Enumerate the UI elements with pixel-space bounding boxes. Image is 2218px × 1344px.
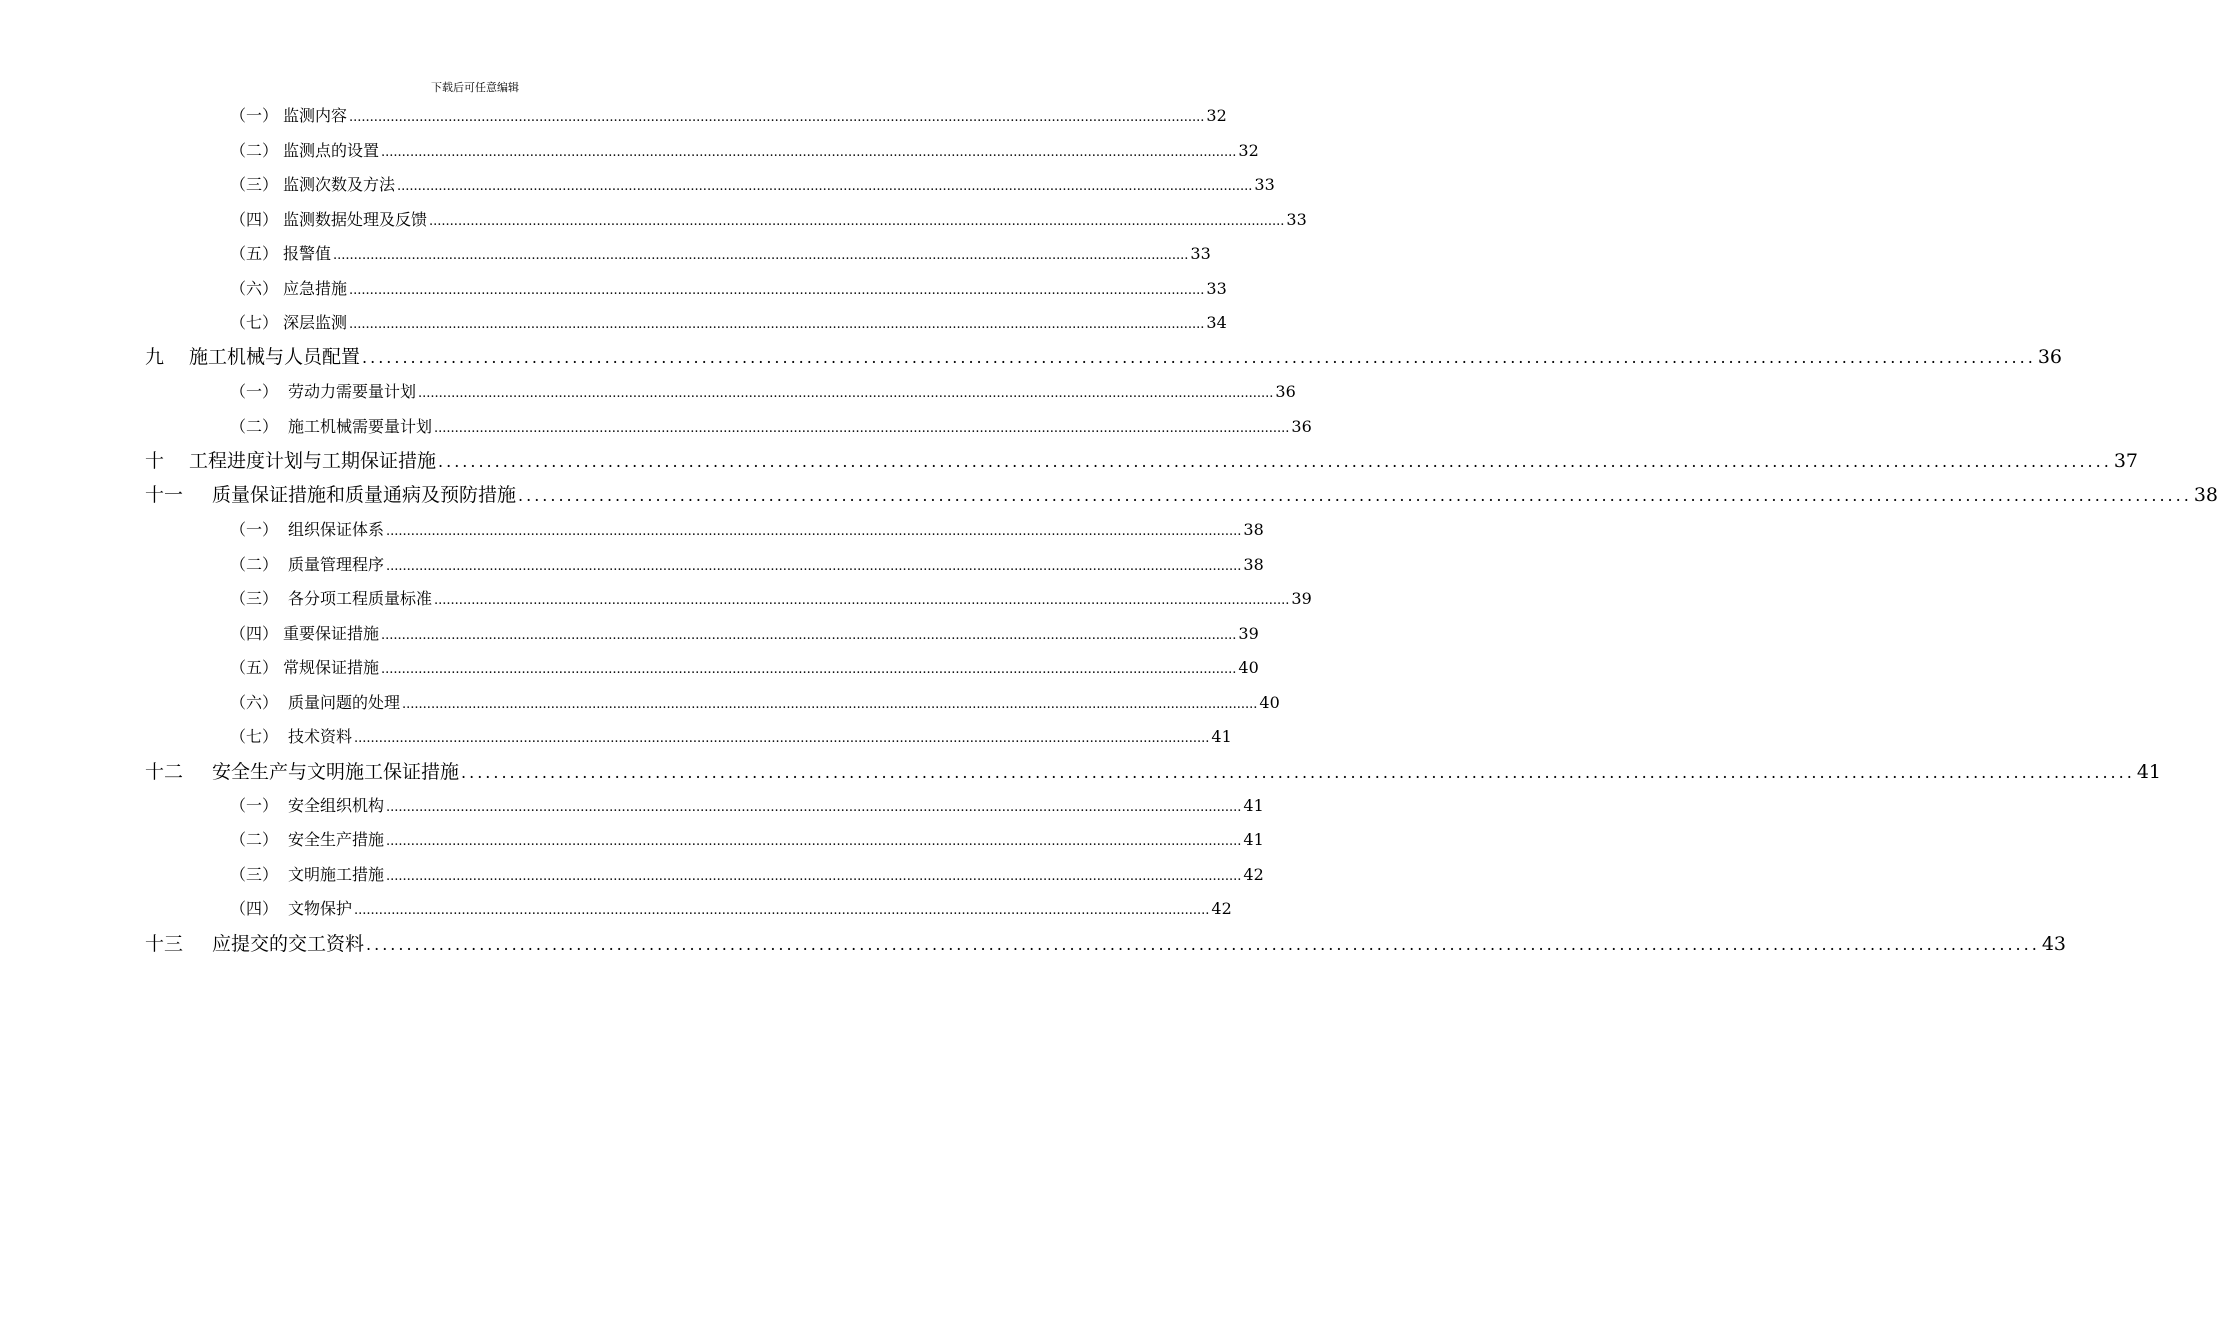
toc-entry[interactable] [230,414,1312,440]
toc-entry[interactable] [230,310,1227,336]
toc-entry-page: 40 [1238,658,1259,677]
toc-chapter-number: 十三 [145,933,184,955]
toc-entry-title: 监测内容 [283,106,348,125]
toc-entry-number: （一） [230,520,279,539]
toc-chapter-entry[interactable] [145,447,2138,475]
toc-entry-page: 41 [1243,830,1264,849]
toc-entry-number: （六） [230,279,279,298]
toc-entry[interactable] [230,172,1275,198]
toc-entry[interactable] [230,517,1264,543]
toc-chapter-title: 安全生产与文明施工保证措施 [212,761,460,783]
toc-leader-dots: ............................................................................................................................................................................................................... [354,731,1210,746]
toc-entry[interactable] [230,103,1227,129]
toc-entry-page: 36 [1275,382,1296,401]
toc-leader-dots: ............................................................................................................................................................................................................... [333,248,1189,263]
toc-entry[interactable] [230,586,1312,612]
toc-entry[interactable] [230,862,1264,888]
toc-leader-dots: ............................................................................................................................................................................................................... [434,421,1290,436]
toc-chapter-page: 41 [2136,761,2161,783]
toc-entry-number: （二） [230,141,279,160]
toc-entry-number: （四） [230,624,279,643]
toc-entry[interactable] [230,241,1211,267]
toc-chapter-page: 36 [2037,346,2062,368]
toc-entry-number: （三） [230,175,279,194]
toc-entry-number: （三） [230,865,279,884]
toc-leader-dots: ............................................................................................................................................................................................................... [349,317,1205,332]
toc-entry-number: （五） [230,244,279,263]
toc-leader-dots: ............................................................................................................................................................................................................... [429,214,1285,229]
page-header: 下载后可任意编辑 [431,81,519,94]
toc-entry-page: 41 [1211,727,1232,746]
toc-chapter-entry[interactable] [145,481,2218,509]
toc-entry[interactable] [230,827,1264,853]
toc-leader-dots: ............................................................................................................................................................................................................... [386,800,1242,815]
toc-chapter-page: 38 [2193,484,2218,506]
toc-chapter-number: 九 [145,346,165,368]
toc-leader-dots: ............................................................................................................................................................................................................... [362,348,2036,367]
toc-entry-number: （一） [230,106,279,125]
toc-chapter-entry[interactable] [145,930,2066,958]
toc-chapter-title: 应提交的交工资料 [212,933,365,955]
toc-entry-number: （二） [230,555,279,574]
toc-chapter-entry[interactable] [145,343,2062,371]
toc-chapter-entry[interactable] [145,758,2161,786]
toc-leader-dots: ............................................................................................................................................................................................................... [386,524,1242,539]
toc-leader-dots: ............................................................................................................................................................................................................... [518,486,2192,505]
toc-entry-number: （二） [230,830,279,849]
toc-entry-number: （一） [230,382,279,401]
toc-entry-title: 常规保证措施 [283,658,380,677]
toc-leader-dots: ............................................................................................................................................................................................................... [418,386,1274,401]
toc-entry[interactable] [230,379,1296,405]
toc-entry-number: （七） [230,313,279,332]
toc-entry-title: 安全生产措施 [288,830,385,849]
toc-chapter-page: 43 [2041,933,2066,955]
toc-entry-page: 42 [1211,899,1232,918]
toc-entry-number: （五） [230,658,279,677]
toc-entry-title: 应急措施 [283,279,348,298]
toc-entry-number: （三） [230,589,279,608]
toc-entry[interactable] [230,896,1232,922]
toc-entry-page: 34 [1206,313,1227,332]
toc-leader-dots: ............................................................................................................................................................................................................... [438,452,2112,471]
toc-entry-title: 安全组织机构 [288,796,385,815]
toc-chapter-title: 施工机械与人员配置 [189,346,361,368]
toc-leader-dots: ............................................................................................................................................................................................................... [366,935,2040,954]
toc-leader-dots: ............................................................................................................................................................................................................... [397,179,1253,194]
toc-entry-page: 36 [1291,417,1312,436]
toc-entry-page: 41 [1243,796,1264,815]
toc-entry-number: （四） [230,899,279,918]
toc-entry[interactable] [230,793,1264,819]
toc-leader-dots: ............................................................................................................................................................................................................... [386,559,1242,574]
toc-entry-page: 32 [1238,141,1259,160]
toc-leader-dots: ............................................................................................................................................................................................................... [386,834,1242,849]
toc-entry-title: 技术资料 [288,727,353,746]
toc-chapter-number: 十一 [145,484,184,506]
toc-entry-page: 40 [1259,693,1280,712]
toc-entry-number: （六） [230,693,279,712]
toc-entry-title: 重要保证措施 [283,624,380,643]
toc-entry-page: 39 [1291,589,1312,608]
toc-entry-title: 监测点的设置 [283,141,380,160]
toc-entry-page: 33 [1190,244,1211,263]
toc-entry-page: 33 [1286,210,1307,229]
toc-entry-page: 33 [1254,175,1275,194]
toc-entry-page: 38 [1243,520,1264,539]
toc-entry-number: （二） [230,417,279,436]
toc-entry[interactable] [230,276,1227,302]
toc-chapter-title: 工程进度计划与工期保证措施 [189,450,437,472]
toc-entry-page: 39 [1238,624,1259,643]
toc-chapter-number: 十二 [145,761,184,783]
toc-entry-title: 质量管理程序 [288,555,385,574]
toc-entry-title: 监测数据处理及反馈 [283,210,428,229]
toc-leader-dots: ............................................................................................................................................................................................................... [381,662,1237,677]
toc-entry-title: 各分项工程质量标准 [288,589,433,608]
toc-entry-page: 42 [1243,865,1264,884]
toc-entry[interactable] [230,621,1259,647]
toc-entry[interactable] [230,207,1307,233]
toc-leader-dots: ............................................................................................................................................................................................................... [381,145,1237,160]
toc-entry[interactable] [230,724,1232,750]
toc-leader-dots: ............................................................................................................................................................................................................... [461,763,2135,782]
toc-entry-title: 文明施工措施 [288,865,385,884]
toc-entry-page: 38 [1243,555,1264,574]
toc-entry[interactable] [230,552,1264,578]
toc-leader-dots: ............................................................................................................................................................................................................... [349,110,1205,125]
toc-entry[interactable] [230,690,1280,716]
toc-entry[interactable] [230,655,1259,681]
toc-entry-page: 32 [1206,106,1227,125]
toc-entry-number: （四） [230,210,279,229]
toc-entry-title: 报警值 [283,244,332,263]
toc-leader-dots: ............................................................................................................................................................................................................... [349,283,1205,298]
toc-entry-title: 深层监测 [283,313,348,332]
toc-chapter-page: 37 [2113,450,2138,472]
toc-entry-title: 施工机械需要量计划 [288,417,433,436]
toc-entry-number: （七） [230,727,279,746]
toc-leader-dots: ............................................................................................................................................................................................................... [354,903,1210,918]
toc-chapter-number: 十 [145,450,165,472]
toc-entry-title: 监测次数及方法 [283,175,396,194]
toc-chapter-title: 质量保证措施和质量通病及预防措施 [212,484,517,506]
toc-entry-title: 文物保护 [288,899,353,918]
toc-leader-dots: ............................................................................................................................................................................................................... [381,628,1237,643]
toc-entry-title: 劳动力需要量计划 [288,382,417,401]
toc-entry-number: （一） [230,796,279,815]
toc-leader-dots: ............................................................................................................................................................................................................... [434,593,1290,608]
toc-entry-title: 组织保证体系 [288,520,385,539]
toc-entry[interactable] [230,138,1259,164]
toc-entry-page: 33 [1206,279,1227,298]
toc-leader-dots: ............................................................................................................................................................................................................... [386,869,1242,884]
toc-entry-title: 质量问题的处理 [288,693,401,712]
toc-leader-dots: ............................................................................................................................................................................................................... [402,697,1258,712]
